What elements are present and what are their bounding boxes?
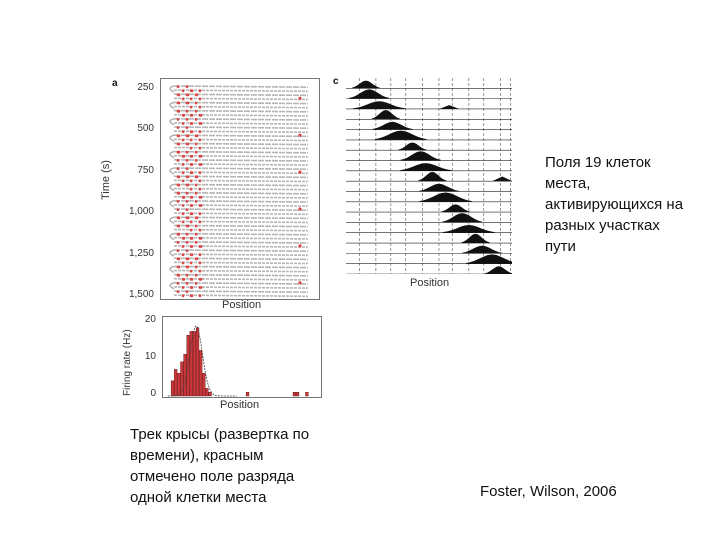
spike-marker	[186, 159, 189, 162]
spike-marker	[191, 294, 194, 297]
spike-marker	[186, 151, 189, 154]
track-pass	[174, 94, 308, 95]
spike-marker	[199, 180, 202, 183]
spike-marker	[195, 200, 198, 203]
place-field	[462, 234, 490, 243]
track-pass	[174, 230, 308, 231]
panel-a-y-tick: 1,000	[128, 206, 154, 218]
spike-marker	[191, 278, 194, 281]
spike-marker	[182, 139, 185, 142]
track-pass	[174, 164, 308, 165]
spike-marker	[183, 196, 186, 199]
spike-marker	[190, 139, 193, 142]
spike-marker	[199, 294, 202, 297]
spike-marker	[177, 85, 180, 88]
spike-marker	[177, 159, 180, 162]
spike-marker	[178, 233, 181, 236]
track-pass	[174, 238, 308, 239]
spike-marker	[200, 286, 203, 289]
track-pass	[174, 250, 308, 251]
spike-marker	[199, 98, 202, 101]
spike-marker	[195, 233, 198, 236]
hist-y-axis-label: Firing rate (Hz)	[122, 329, 133, 396]
track-pass	[174, 271, 308, 272]
rat-track-plot	[160, 78, 320, 300]
spike-marker	[183, 237, 186, 240]
spike-marker	[177, 282, 180, 285]
spike-marker	[195, 241, 198, 244]
spike-marker	[190, 229, 193, 232]
spike-marker	[177, 118, 180, 121]
track-pass	[174, 254, 308, 255]
panel-a-x-axis-label: Position	[222, 299, 262, 311]
spike-marker	[182, 286, 185, 289]
caption-left-line: Трек крысы (развертка по	[130, 426, 310, 443]
spike-marker	[178, 266, 181, 269]
place-field	[353, 101, 405, 109]
spike-marker	[182, 253, 185, 256]
spike-marker	[191, 155, 194, 158]
spike-marker	[186, 85, 189, 88]
spike-marker	[190, 98, 193, 101]
hist-bar	[174, 369, 177, 396]
spike-marker	[186, 200, 189, 203]
place-field	[485, 266, 512, 274]
spike-marker	[190, 188, 193, 191]
spike-marker	[199, 253, 202, 256]
spike-marker	[191, 114, 194, 117]
spike-marker	[182, 294, 185, 297]
spike-marker	[191, 89, 194, 92]
spike-marker	[187, 93, 190, 96]
spike-marker	[190, 270, 193, 273]
spike-marker	[195, 151, 198, 154]
spike-marker	[200, 114, 203, 117]
place-field	[466, 254, 512, 263]
caption-right-line: места,	[545, 175, 591, 192]
spike-marker	[191, 286, 194, 289]
track-pass	[174, 242, 308, 243]
place-field	[443, 225, 495, 233]
spike-marker	[183, 155, 186, 158]
spike-marker	[298, 244, 301, 247]
spike-marker	[191, 237, 194, 240]
track-turn	[170, 266, 174, 272]
hist-y-tick: 0	[150, 388, 156, 399]
track-pass	[174, 213, 308, 214]
spike-marker	[178, 257, 181, 260]
spike-marker	[178, 102, 181, 105]
spike-marker	[177, 200, 180, 203]
track-turn	[170, 119, 174, 125]
track-turn	[170, 184, 174, 190]
spike-marker	[191, 122, 194, 125]
track-pass	[174, 172, 308, 173]
spike-marker	[200, 163, 203, 166]
hist-bar	[184, 354, 187, 396]
spike-marker	[200, 237, 203, 240]
place-field	[420, 193, 472, 202]
spike-marker	[186, 167, 189, 170]
spike-marker	[178, 93, 181, 96]
track-pass	[174, 102, 308, 103]
track-pass	[174, 225, 308, 226]
spike-marker	[178, 143, 181, 146]
track-turn	[170, 86, 174, 92]
spike-marker	[195, 225, 198, 228]
spike-marker	[187, 266, 190, 269]
spike-marker	[178, 216, 181, 219]
panel-c-letter: c	[333, 76, 339, 87]
caption-right-line: пути	[545, 238, 576, 255]
place-cell-fields-plot	[346, 78, 512, 274]
spike-marker	[186, 241, 189, 244]
track-pass	[174, 283, 308, 284]
hist-bar	[296, 392, 299, 396]
spike-marker	[191, 130, 194, 133]
hist-y-tick: 20	[144, 314, 156, 325]
spike-marker	[191, 245, 194, 248]
spike-marker	[190, 221, 193, 224]
track-turn	[170, 201, 174, 207]
spike-marker	[182, 262, 185, 265]
hist-x-axis-label: Position	[220, 399, 260, 411]
spike-marker	[191, 204, 194, 207]
track-pass	[174, 90, 308, 91]
spike-marker	[199, 270, 202, 273]
place-field	[375, 131, 427, 140]
hist-bar	[246, 392, 249, 396]
track-turn	[170, 168, 174, 174]
caption-left-line: времени), красным	[130, 447, 264, 464]
track-pass	[174, 131, 308, 132]
spike-marker	[191, 253, 194, 256]
hist-bar	[306, 392, 309, 396]
spike-marker	[186, 110, 189, 113]
panel-a-y-tick: 500	[137, 123, 154, 135]
hist-bar	[293, 392, 296, 396]
caption-right-line: Поля 19 клеток	[545, 154, 651, 171]
firing-rate-histogram	[162, 316, 322, 398]
track-pass	[174, 295, 308, 296]
spike-marker	[196, 175, 199, 178]
spike-marker	[196, 257, 199, 260]
spike-marker	[177, 241, 180, 244]
spike-marker	[177, 249, 180, 252]
spike-marker	[182, 163, 185, 166]
place-field	[462, 246, 502, 254]
spike-marker	[199, 262, 202, 265]
hist-bar	[196, 328, 199, 396]
track-pass	[174, 176, 308, 177]
track-turn	[170, 135, 174, 141]
place-field	[442, 204, 470, 212]
spike-marker	[186, 192, 189, 195]
spike-marker	[195, 282, 198, 285]
hist-y-tick: 10	[144, 351, 156, 362]
track-pass	[174, 119, 308, 120]
spike-marker	[178, 175, 181, 178]
track-pass	[174, 279, 308, 280]
spike-marker	[190, 147, 193, 150]
spike-marker	[191, 196, 194, 199]
spike-marker	[195, 184, 198, 187]
track-pass	[174, 123, 308, 124]
spike-marker	[182, 212, 185, 215]
spike-marker	[186, 282, 189, 285]
caption-right-line: активирующихся на	[545, 196, 684, 213]
caption-right	[545, 152, 715, 257]
spike-marker	[186, 290, 189, 293]
track-pass	[174, 266, 308, 267]
spike-marker	[178, 274, 181, 277]
spike-marker	[187, 216, 190, 219]
track-pass	[174, 115, 308, 116]
spike-marker	[183, 278, 186, 281]
spike-marker	[187, 134, 190, 137]
spike-marker	[182, 130, 185, 133]
track-turn	[170, 152, 174, 158]
panel-a-y-tick: 250	[137, 82, 154, 93]
spike-marker	[186, 249, 189, 252]
spike-marker	[182, 221, 185, 224]
place-field	[439, 105, 459, 109]
track-pass	[174, 291, 308, 292]
spike-marker	[178, 225, 181, 228]
track-pass	[174, 160, 308, 161]
track-turn	[170, 217, 174, 223]
spike-marker	[298, 281, 301, 284]
spike-marker	[200, 196, 203, 199]
spike-marker	[178, 184, 181, 187]
hist-bar	[171, 381, 174, 396]
track-turn	[170, 283, 174, 289]
spike-marker	[190, 106, 193, 109]
track-pass	[174, 193, 308, 194]
spike-marker	[200, 122, 203, 125]
spike-marker	[195, 102, 198, 105]
spike-marker	[199, 171, 202, 174]
spike-marker	[178, 151, 181, 154]
track-pass	[174, 205, 308, 206]
spike-marker	[195, 118, 198, 121]
place-field	[373, 122, 413, 130]
hist-bar	[206, 388, 209, 396]
spike-marker	[298, 97, 301, 100]
spike-marker	[182, 180, 185, 183]
spike-marker	[298, 207, 301, 210]
spike-marker	[195, 159, 198, 162]
hist-bar	[177, 373, 180, 396]
spike-marker	[199, 106, 202, 109]
spike-marker	[187, 175, 190, 178]
panel-a-letter: a	[112, 78, 118, 89]
spike-marker	[186, 208, 189, 211]
hist-bar	[190, 331, 193, 396]
spike-marker	[182, 245, 185, 248]
spike-marker	[199, 147, 202, 150]
spike-marker	[186, 274, 189, 277]
spike-marker	[195, 110, 198, 113]
spike-marker	[199, 221, 202, 224]
track-pass	[174, 135, 308, 136]
track-pass	[174, 143, 308, 144]
spike-marker	[182, 204, 185, 207]
track-pass	[174, 168, 308, 169]
spike-marker	[195, 266, 198, 269]
track-pass	[174, 234, 308, 235]
track-pass	[174, 148, 308, 149]
place-field	[401, 151, 441, 160]
spike-marker	[298, 171, 301, 174]
spike-marker	[199, 130, 202, 133]
track-pass	[174, 258, 308, 259]
spike-marker	[200, 204, 203, 207]
place-field	[400, 163, 452, 171]
track-pass	[174, 189, 308, 190]
caption-left	[130, 424, 370, 508]
spike-marker	[186, 126, 189, 129]
spike-marker	[200, 278, 203, 281]
panel-a-y-axis-label: Time (s)	[100, 160, 112, 200]
hist-bar	[187, 335, 190, 396]
place-field	[419, 184, 459, 192]
track-pass	[174, 184, 308, 185]
caption-left-line: отмечено поле разряда	[130, 468, 295, 485]
spike-marker	[196, 134, 199, 137]
spike-marker	[178, 192, 181, 195]
track-turn	[170, 234, 174, 240]
track-pass	[174, 201, 308, 202]
spike-marker	[195, 192, 198, 195]
track-pass	[174, 246, 308, 247]
citation: Foster, Wilson, 2006	[480, 483, 617, 500]
track-pass	[174, 180, 308, 181]
spike-marker	[177, 126, 180, 129]
track-turn	[170, 102, 174, 108]
panel-c-x-axis-label: Position	[410, 277, 450, 289]
spike-marker	[187, 225, 190, 228]
spike-marker	[200, 245, 203, 248]
spike-marker	[178, 134, 181, 137]
caption-right-line: разных участках	[545, 217, 660, 234]
track-pass	[174, 209, 308, 210]
track-pass	[174, 221, 308, 222]
spike-marker	[177, 167, 180, 170]
spike-marker	[191, 163, 194, 166]
hist-bar	[193, 331, 196, 396]
place-field	[349, 89, 389, 98]
spike-marker	[298, 134, 301, 137]
spike-marker	[199, 212, 202, 215]
hist-bar	[209, 392, 212, 396]
track-pass	[174, 139, 308, 140]
spike-marker	[199, 229, 202, 232]
spike-marker	[182, 98, 185, 101]
track-pass	[174, 217, 308, 218]
track-pass	[174, 262, 308, 263]
place-field	[492, 177, 512, 182]
hist-bar	[202, 373, 205, 396]
spike-marker	[177, 290, 180, 293]
spike-marker	[191, 171, 194, 174]
track-pass	[174, 98, 308, 99]
track-pass	[174, 197, 308, 198]
spike-marker	[187, 143, 190, 146]
spike-marker	[199, 188, 202, 191]
spike-marker	[190, 180, 193, 183]
spike-marker	[200, 155, 203, 158]
spike-marker	[196, 216, 199, 219]
track-turn	[170, 250, 174, 256]
track-pass	[174, 152, 308, 153]
panel-a-y-tick: 1,500	[128, 289, 154, 300]
spike-marker	[187, 102, 190, 105]
spike-marker	[182, 122, 185, 125]
spike-marker	[182, 89, 185, 92]
spike-marker	[182, 171, 185, 174]
spike-marker	[196, 93, 199, 96]
hist-bar	[199, 350, 202, 396]
spike-marker	[177, 208, 180, 211]
spike-marker	[186, 233, 189, 236]
track-pass	[174, 156, 308, 157]
track-pass	[174, 86, 308, 87]
panel-a-y-tick: 1,250	[128, 247, 154, 259]
spike-marker	[178, 110, 181, 113]
track-pass	[174, 107, 308, 108]
track-pass	[174, 111, 308, 112]
spike-marker	[199, 89, 202, 92]
caption-left-line: одной клетки места	[130, 489, 267, 506]
track-pass	[174, 275, 308, 276]
spike-marker	[195, 143, 198, 146]
spike-marker	[195, 274, 198, 277]
spike-marker	[187, 184, 190, 187]
spike-marker	[186, 118, 189, 121]
spike-marker	[187, 257, 190, 260]
spike-marker	[199, 139, 202, 142]
spike-marker	[190, 262, 193, 265]
spike-marker	[191, 212, 194, 215]
place-field	[442, 213, 482, 222]
panel-a-y-tick: 750	[137, 164, 154, 176]
track-pass	[174, 287, 308, 288]
track-pass	[174, 127, 308, 128]
spike-marker	[183, 114, 186, 117]
